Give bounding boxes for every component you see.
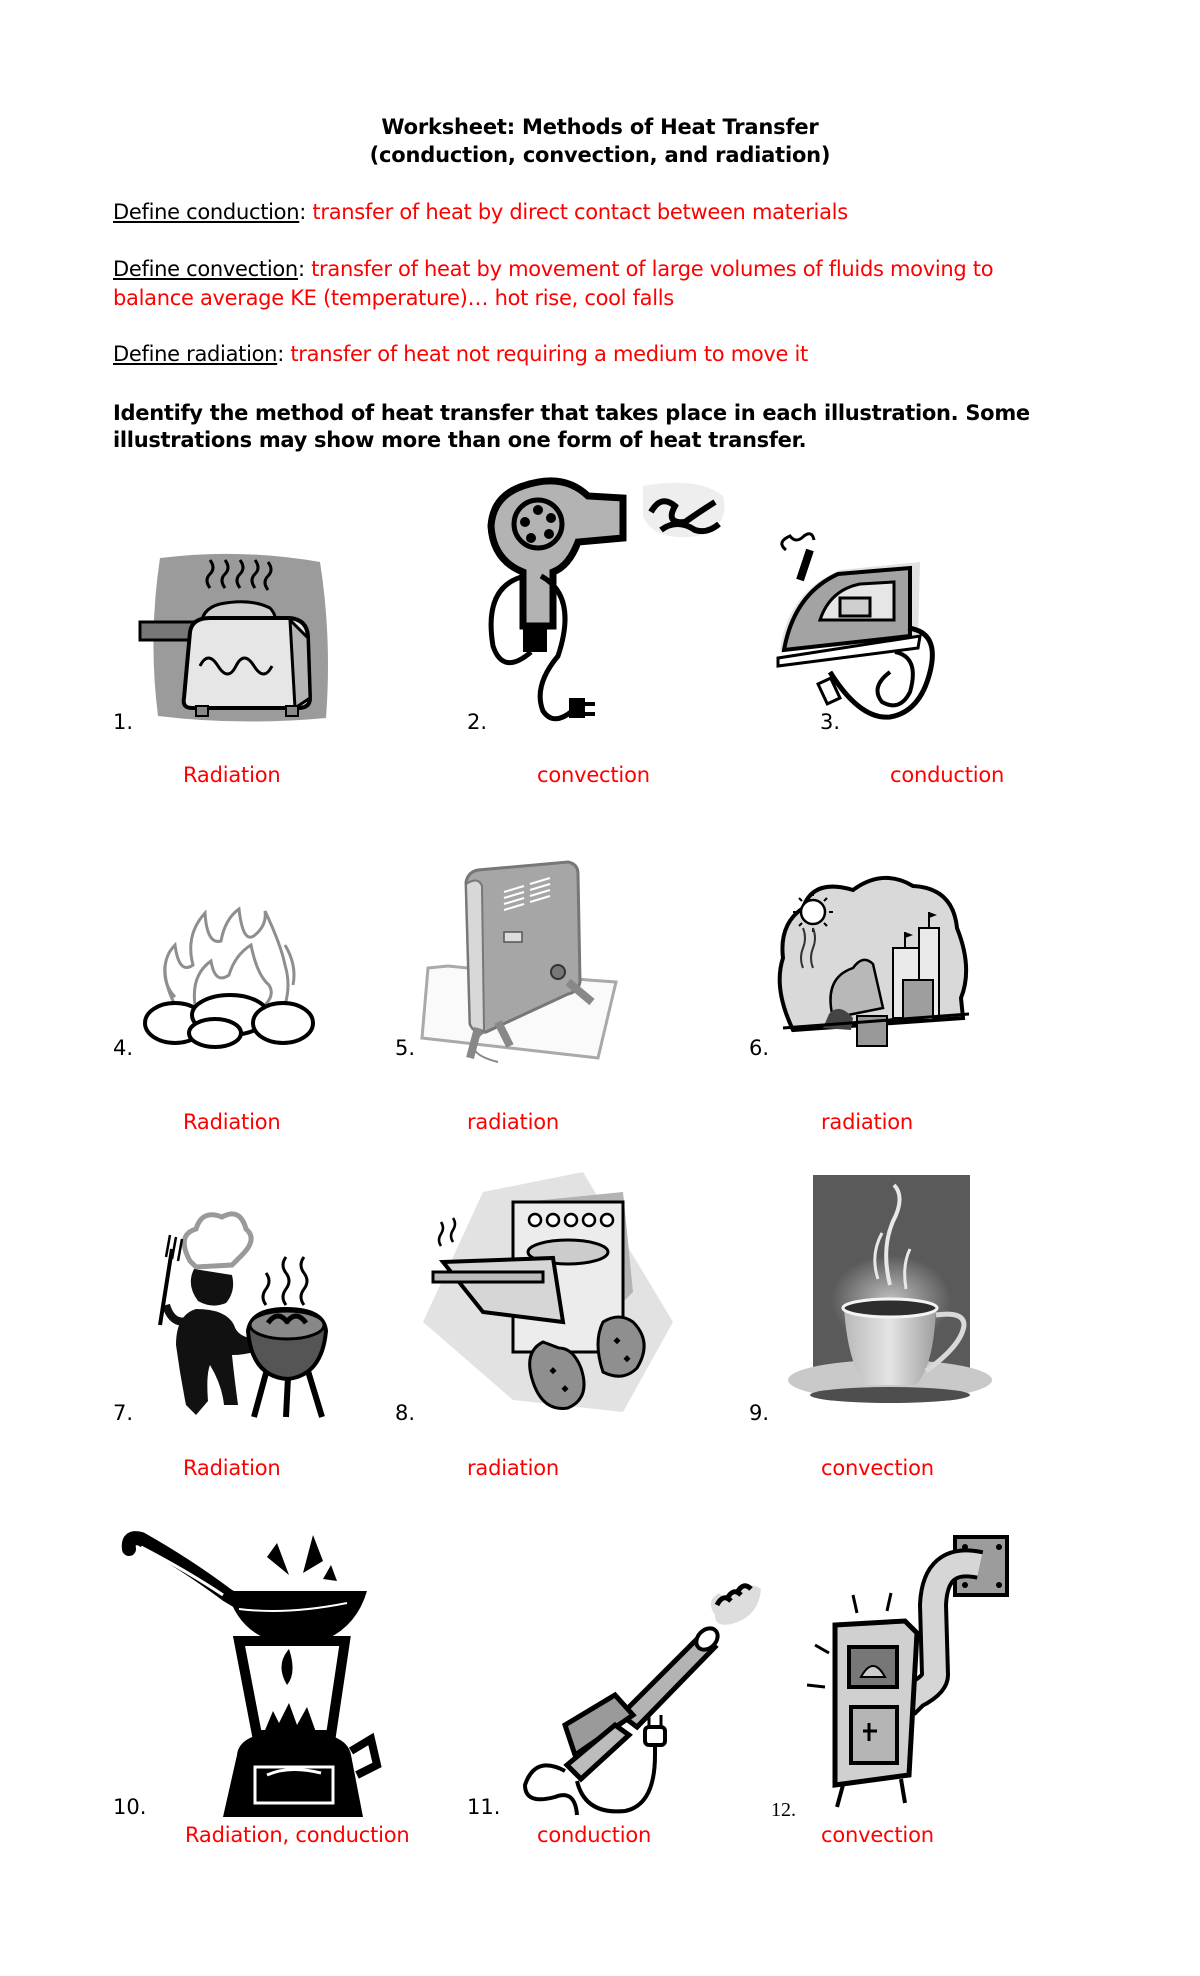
item-answer: conduction: [890, 763, 1005, 787]
pan-on-stove-kettle-icon: [127, 1535, 407, 1825]
definition-answer-continued: balance average KE (temperature)… hot rise, cool falls: [113, 286, 674, 310]
definition-answer: transfer of heat by movement of large volumes of fluids moving to: [311, 257, 994, 281]
definition-term: Define convection: [113, 257, 298, 281]
hot-coffee-cup-icon: [786, 1175, 996, 1405]
beach-sandcastle-icon: [773, 868, 978, 1053]
campfire-icon: [135, 905, 325, 1050]
item-number: 10.: [113, 1795, 147, 1819]
item-number: 3.: [820, 710, 841, 734]
item-number: 1.: [113, 710, 134, 734]
definition-convection: [113, 255, 993, 313]
worksheet-subtitle: (conduction, convection, and radiation): [369, 143, 831, 167]
item-number: 2.: [467, 710, 488, 734]
definition-answer: transfer of heat by direct contact between materials: [312, 200, 848, 224]
item-answer: radiation: [467, 1456, 559, 1480]
item-answer: conduction: [537, 1823, 652, 1847]
oven-mitts-icon: [423, 1172, 673, 1417]
space-heater-icon: [418, 862, 618, 1062]
wood-stove-icon: [805, 1535, 1010, 1815]
item-number: 7.: [113, 1401, 134, 1425]
curling-iron-icon: [505, 1575, 765, 1815]
definition-answer: transfer of heat not requiring a medium to move it: [290, 342, 808, 366]
item-answer: Radiation, conduction: [185, 1823, 410, 1847]
instructions: [113, 400, 1030, 454]
item-answer: Radiation: [183, 763, 281, 787]
item-number: 9.: [749, 1401, 770, 1425]
definition-term: Define radiation: [113, 342, 278, 366]
item-number: 8.: [395, 1401, 416, 1425]
item-number: 6.: [749, 1036, 770, 1060]
definition-separator: :: [297, 257, 305, 281]
item-answer: convection: [537, 763, 650, 787]
item-number: 11.: [467, 1795, 501, 1819]
clothes-iron-icon: [770, 532, 935, 727]
definition-separator: :: [277, 342, 284, 366]
item-answer: radiation: [821, 1110, 913, 1134]
definition-radiation: [113, 340, 808, 369]
definition-term: Define conduction: [113, 200, 300, 224]
chef-grill-icon: [136, 1205, 351, 1420]
item-answer: radiation: [467, 1110, 559, 1134]
toaster-icon: [140, 548, 340, 724]
definition-conduction: [113, 198, 848, 227]
instructions-line-2: illustrations may show more than one form of heat transfer.: [113, 428, 807, 452]
item-answer: Radiation: [183, 1456, 281, 1480]
item-number: 5.: [395, 1036, 416, 1060]
worksheet-title: Worksheet: Methods of Heat Transfer: [381, 115, 819, 139]
item-answer: Radiation: [183, 1110, 281, 1134]
item-number: 4.: [113, 1036, 134, 1060]
hair-dryer-icon: [483, 476, 753, 726]
instructions-line-1: Identify the method of heat transfer that takes place in each illustration. Some: [113, 401, 1030, 425]
item-number: 12.: [771, 1799, 796, 1821]
definition-separator: :: [299, 200, 307, 224]
item-answer: convection: [821, 1456, 934, 1480]
item-answer: convection: [821, 1823, 934, 1847]
